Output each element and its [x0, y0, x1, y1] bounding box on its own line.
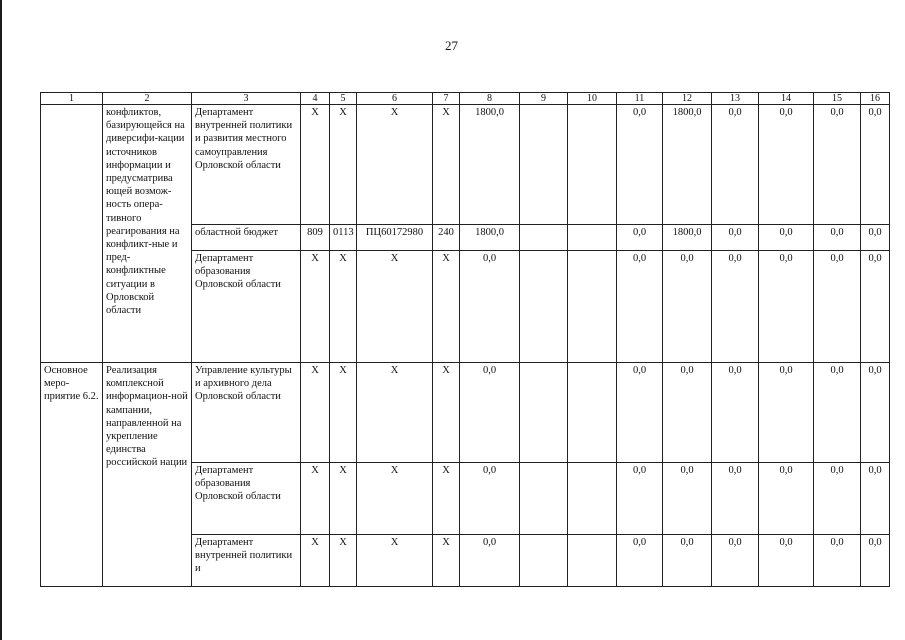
value-cell-4: Х — [301, 105, 330, 225]
value-cell-5: Х — [330, 535, 357, 587]
value-cell-6: Х — [357, 463, 433, 535]
activity-code-cell: Основное меро-приятие 6.2. — [41, 363, 103, 587]
column-number-7: 7 — [433, 93, 460, 105]
value-cell-8: 1800,0 — [460, 105, 520, 225]
executor-cell: Департамент внутренней политики и — [192, 535, 301, 587]
value-cell-4: Х — [301, 363, 330, 463]
value-cell-8: 0,0 — [460, 535, 520, 587]
column-number-2: 2 — [103, 93, 192, 105]
column-number-11: 11 — [617, 93, 663, 105]
activity-description-cell: Реализация комплексной информацион-ной кампании, направленной на укрепление единства российской нации — [103, 363, 192, 587]
value-cell-15: 0,0 — [814, 105, 861, 225]
activity-description-cell: конфликтов, базирующейся на диверсифи-кации источников информации и предусматрива ющей возмож-ность опера-тивного реагирования на конфликт-ные и пред-конфликтные ситуации в Орловской области — [103, 105, 192, 363]
value-cell-9 — [520, 463, 568, 535]
value-cell-10 — [568, 535, 617, 587]
value-cell-14: 0,0 — [759, 225, 814, 251]
table-row — [41, 363, 890, 463]
value-cell-11: 0,0 — [617, 363, 663, 463]
value-cell-12: 0,0 — [663, 363, 712, 463]
value-cell-15: 0,0 — [814, 463, 861, 535]
value-cell-7: Х — [433, 463, 460, 535]
value-cell-14: 0,0 — [759, 105, 814, 225]
value-cell-6: Х — [357, 363, 433, 463]
column-number-4: 4 — [301, 93, 330, 105]
value-cell-9 — [520, 251, 568, 363]
value-cell-10 — [568, 251, 617, 363]
value-cell-9 — [520, 535, 568, 587]
executor-cell: Управление культуры и архивного дела Орловской области — [192, 363, 301, 463]
value-cell-16: 0,0 — [861, 463, 890, 535]
value-cell-5: 0113 — [330, 225, 357, 251]
column-number-row — [41, 93, 890, 105]
value-cell-13: 0,0 — [712, 251, 759, 363]
value-cell-10 — [568, 105, 617, 225]
value-cell-12: 0,0 — [663, 463, 712, 535]
column-number-16: 16 — [861, 93, 890, 105]
value-cell-5: Х — [330, 363, 357, 463]
executor-cell: Департамент внутренней политики и развития местного самоуправления Орловской области — [192, 105, 301, 225]
value-cell-12: 1800,0 — [663, 225, 712, 251]
table-body — [41, 93, 890, 587]
value-cell-16: 0,0 — [861, 105, 890, 225]
column-number-8: 8 — [460, 93, 520, 105]
value-cell-10 — [568, 463, 617, 535]
executor-cell: областной бюджет — [192, 225, 301, 251]
executor-cell: Департамент образования Орловской области — [192, 463, 301, 535]
budget-table — [40, 92, 890, 587]
value-cell-9 — [520, 225, 568, 251]
value-cell-16: 0,0 — [861, 363, 890, 463]
value-cell-7: Х — [433, 251, 460, 363]
table-viewport — [40, 92, 882, 590]
column-number-3: 3 — [192, 93, 301, 105]
column-number-1: 1 — [41, 93, 103, 105]
value-cell-10 — [568, 363, 617, 463]
value-cell-15: 0,0 — [814, 225, 861, 251]
value-cell-16: 0,0 — [861, 225, 890, 251]
value-cell-4: Х — [301, 463, 330, 535]
value-cell-6: Х — [357, 251, 433, 363]
value-cell-11: 0,0 — [617, 225, 663, 251]
value-cell-7: Х — [433, 535, 460, 587]
value-cell-8: 0,0 — [460, 363, 520, 463]
value-cell-13: 0,0 — [712, 535, 759, 587]
value-cell-8: 0,0 — [460, 463, 520, 535]
table-row — [41, 105, 890, 225]
column-number-5: 5 — [330, 93, 357, 105]
value-cell-5: Х — [330, 463, 357, 535]
value-cell-14: 0,0 — [759, 463, 814, 535]
value-cell-15: 0,0 — [814, 535, 861, 587]
value-cell-8: 0,0 — [460, 251, 520, 363]
value-cell-6: ПЦ60172980 — [357, 225, 433, 251]
value-cell-4: 809 — [301, 225, 330, 251]
page-number: 27 — [445, 38, 458, 53]
value-cell-16: 0,0 — [861, 535, 890, 587]
value-cell-5: Х — [330, 251, 357, 363]
column-number-10: 10 — [568, 93, 617, 105]
value-cell-15: 0,0 — [814, 251, 861, 363]
column-number-9: 9 — [520, 93, 568, 105]
executor-cell: Департамент образования Орловской области — [192, 251, 301, 363]
value-cell-11: 0,0 — [617, 535, 663, 587]
page-binding-edge — [0, 0, 2, 640]
value-cell-10 — [568, 225, 617, 251]
value-cell-11: 0,0 — [617, 105, 663, 225]
activity-code-cell — [41, 105, 103, 363]
column-number-13: 13 — [712, 93, 759, 105]
column-number-15: 15 — [814, 93, 861, 105]
value-cell-14: 0,0 — [759, 535, 814, 587]
value-cell-11: 0,0 — [617, 463, 663, 535]
value-cell-14: 0,0 — [759, 363, 814, 463]
value-cell-6: Х — [357, 535, 433, 587]
column-number-6: 6 — [357, 93, 433, 105]
value-cell-13: 0,0 — [712, 225, 759, 251]
column-number-14: 14 — [759, 93, 814, 105]
value-cell-7: Х — [433, 105, 460, 225]
value-cell-15: 0,0 — [814, 363, 861, 463]
value-cell-4: Х — [301, 535, 330, 587]
value-cell-12: 1800,0 — [663, 105, 712, 225]
value-cell-5: Х — [330, 105, 357, 225]
column-number-12: 12 — [663, 93, 712, 105]
value-cell-8: 1800,0 — [460, 225, 520, 251]
value-cell-11: 0,0 — [617, 251, 663, 363]
value-cell-9 — [520, 363, 568, 463]
value-cell-7: Х — [433, 363, 460, 463]
value-cell-13: 0,0 — [712, 363, 759, 463]
value-cell-14: 0,0 — [759, 251, 814, 363]
value-cell-12: 0,0 — [663, 535, 712, 587]
value-cell-9 — [520, 105, 568, 225]
value-cell-4: Х — [301, 251, 330, 363]
value-cell-13: 0,0 — [712, 463, 759, 535]
value-cell-16: 0,0 — [861, 251, 890, 363]
value-cell-7: 240 — [433, 225, 460, 251]
value-cell-13: 0,0 — [712, 105, 759, 225]
value-cell-6: Х — [357, 105, 433, 225]
value-cell-12: 0,0 — [663, 251, 712, 363]
